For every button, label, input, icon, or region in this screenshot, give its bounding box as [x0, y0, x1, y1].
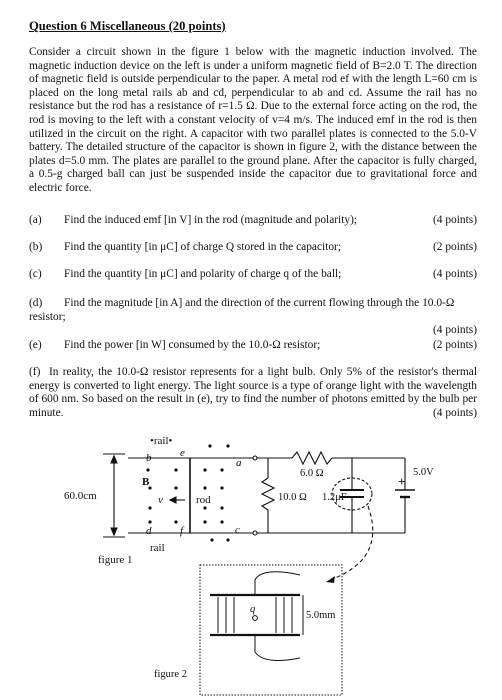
question-a-label: (a): [29, 214, 42, 226]
field-dot: [148, 520, 151, 523]
field-dot: [226, 444, 229, 447]
figure2-caption: figure 2: [154, 669, 187, 680]
field-dot: [203, 486, 206, 489]
dim-arrow-up: [111, 456, 117, 463]
question-c-points: (4 points): [433, 268, 477, 280]
question-e-points: (2 points): [433, 339, 477, 351]
point-c-label: c: [235, 524, 240, 536]
terminal-c: [253, 531, 257, 535]
right-circuit: [253, 452, 415, 583]
field-dot: [174, 520, 177, 523]
r10-label: 10.0 Ω: [278, 492, 307, 503]
field-dot: [220, 506, 223, 509]
field-dot: [220, 486, 223, 489]
figure2-capacitor: [200, 565, 342, 695]
terminal-a: [253, 456, 257, 460]
charged-ball: [253, 616, 258, 621]
question-f: [29, 366, 477, 420]
field-dot: [174, 486, 177, 489]
field-dot: [148, 506, 151, 509]
question-b-points: (2 points): [433, 241, 477, 253]
r6-label: 6.0 Ω: [300, 468, 324, 479]
field-dot: [220, 520, 223, 523]
zoom-pointer-head: [326, 576, 335, 583]
question-f-text: In reality, the 10.0-Ω resistor represents for a light bulb. Only 5% of the resistor's thermal energy is converted to light energy. The light source is a type of orange light with the wavelength of 600 nm. So based on the result in (e), try to find the number of photons emitted by the bulb per minute.: [29, 366, 477, 419]
question-d-label: (d): [29, 297, 43, 309]
question-d: [29, 297, 477, 338]
battery-plus: +: [398, 474, 406, 489]
field-dot: [203, 520, 206, 523]
question-a-points: (4 points): [433, 214, 477, 226]
question-e-label: (e): [29, 339, 42, 351]
velocity-label: v: [158, 494, 163, 506]
point-f-label: f: [180, 525, 184, 537]
field-dots: [146, 444, 229, 541]
field-dot: [210, 538, 213, 541]
question-f-label: (f): [29, 366, 41, 378]
question-f-points: (4 points): [433, 406, 477, 419]
rail-bottom-label: rail: [150, 542, 165, 554]
question-b-text: Find the quantity [in μC] of charge Q stored in the capacitor;: [64, 241, 341, 253]
resistor-10ohm: [262, 478, 274, 510]
field-dot: [174, 468, 177, 471]
magnetic-induction-device: [103, 454, 255, 537]
rod-label: rod: [196, 494, 211, 506]
rail-top-label: •rail•: [150, 435, 173, 447]
field-dot: [146, 468, 149, 471]
resistor-6ohm: [292, 452, 332, 464]
question-a-text: Find the induced emf [in V] in the rod (magnitude and polarity);: [64, 214, 358, 226]
wire-plate-bottom: [255, 635, 300, 660]
dim-arrow-down: [111, 528, 117, 535]
gap-label: 5.0mm: [306, 610, 336, 621]
point-d-label: d: [146, 525, 152, 537]
cap-label: 1.2μF: [322, 492, 347, 503]
question-d-body: [29, 297, 477, 338]
field-dot: [203, 506, 206, 509]
figure2-frame: [200, 565, 342, 695]
wire-plate-top: [255, 572, 300, 595]
battery-label: 5.0V: [413, 467, 434, 478]
question-c-label: (c): [29, 268, 42, 280]
field-dot: [208, 444, 211, 447]
figure1-caption: figure 1: [98, 554, 133, 566]
field-lines: [218, 597, 292, 633]
ball-charge-label: q: [250, 604, 256, 615]
field-dot: [203, 468, 206, 471]
point-e-label: e: [180, 447, 185, 459]
velocity-arrow-head: [170, 497, 176, 503]
question-title: Question 6 Miscellaneous (20 points): [29, 19, 226, 33]
zoom-pointer: [330, 506, 373, 580]
field-B-label: B: [142, 476, 150, 488]
field-dot: [226, 538, 229, 541]
question-d-text: Find the magnitude [in A] and the direction of the current flowing through the 10.0-Ω resistor;: [29, 297, 455, 323]
problem-statement: Consider a circuit shown in the figure 1 below with the magnetic induction involved. The magnetic induction device on the left is under a uniform magnetic field of B=2.0 T. The direction of magnetic field is outside perpendicular to the paper. A metal rod ef with the length L=60 cm is placed on the long metal rails ab and cd, perpendicular to ab and cd. Assume the rail has no resistance but the rod has a resistance of r=1.5 Ω. Due to the external force acting on the rod, the rod is moving to the left with a constant velocity of v=4 m/s. The induced emf in the rod is then utilized in the circuit on the right. A capacitor with two parallel plates is connected to the 5.0-V battery. The detailed structure of the capacitor is shown in figure 2, with the distance between the plates d=5.0 mm. The plates are parallel to the ground plane. After the capacitor is fully charged, a 0.5-g charged ball can just be suspended inside the capacitor due to gravitational force and electric force.: [29, 46, 477, 194]
question-d-points: (4 points): [433, 324, 477, 337]
question-c-text: Find the quantity [in μC] and polarity of charge q of the ball;: [64, 268, 342, 280]
point-a-label: a: [236, 457, 242, 469]
point-b-label: b: [146, 452, 152, 464]
circuit-diagram: [0, 430, 502, 700]
field-dot: [220, 468, 223, 471]
question-e-text: Find the power [in W] consumed by the 10.0-Ω resistor;: [64, 339, 321, 351]
length-label: 60.0cm: [64, 490, 97, 502]
question-b-label: (b): [29, 241, 43, 253]
